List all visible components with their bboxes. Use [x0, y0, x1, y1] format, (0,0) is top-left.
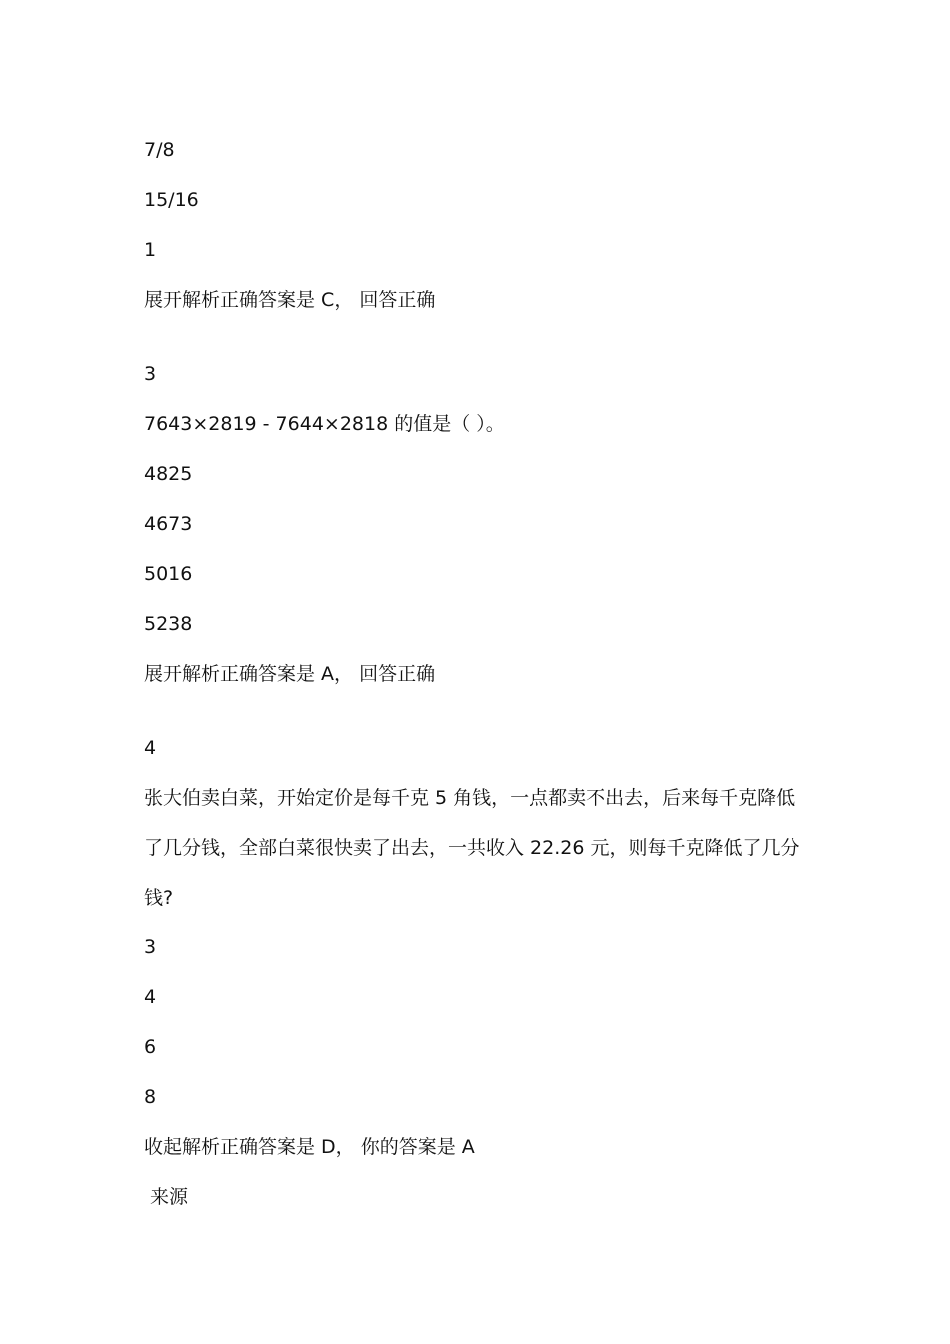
option[interactable]: 8	[144, 1086, 157, 1108]
answer-row	[144, 661, 435, 687]
question-number: 3	[144, 363, 157, 385]
option[interactable]: 3	[144, 936, 157, 958]
prev-option[interactable]: 1	[144, 239, 157, 261]
expand-analysis-link[interactable]: 展开解析	[144, 663, 221, 685]
question-text-line: 张大伯卖白菜，开始定价是每千克 5 角钱，一点都卖不出去，后来每千克降低	[144, 787, 796, 809]
expand-analysis-link[interactable]: 展开解析	[144, 289, 221, 311]
question-text-line: 钱?	[144, 887, 174, 909]
source-link[interactable]: 来源	[150, 1186, 189, 1208]
question-text: 7643×2819 - 7644×2818 的值是（ ）。	[144, 413, 505, 435]
answer-row	[144, 1134, 475, 1160]
option[interactable]: 4673	[144, 513, 193, 535]
prev-answer-row	[144, 287, 435, 313]
question-text-line: 了几分钱，全部白菜很快卖了出去，一共收入 22.26 元，则每千克降低了几分	[144, 837, 800, 859]
prev-option[interactable]: 15/16	[144, 189, 199, 211]
option[interactable]: 6	[144, 1036, 157, 1058]
answer-text: 正确答案是 A， 回答正确	[220, 663, 436, 685]
answer-text: 正确答案是 D， 你的答案是 A	[220, 1136, 475, 1158]
option[interactable]: 4	[144, 986, 157, 1008]
collapse-analysis-link[interactable]: 收起解析	[144, 1136, 221, 1158]
question-number: 4	[144, 737, 157, 759]
answer-text: 正确答案是 C， 回答正确	[220, 289, 436, 311]
option[interactable]: 5238	[144, 613, 193, 635]
prev-option[interactable]: 7/8	[144, 139, 175, 161]
option[interactable]: 4825	[144, 463, 193, 485]
option[interactable]: 5016	[144, 563, 193, 585]
